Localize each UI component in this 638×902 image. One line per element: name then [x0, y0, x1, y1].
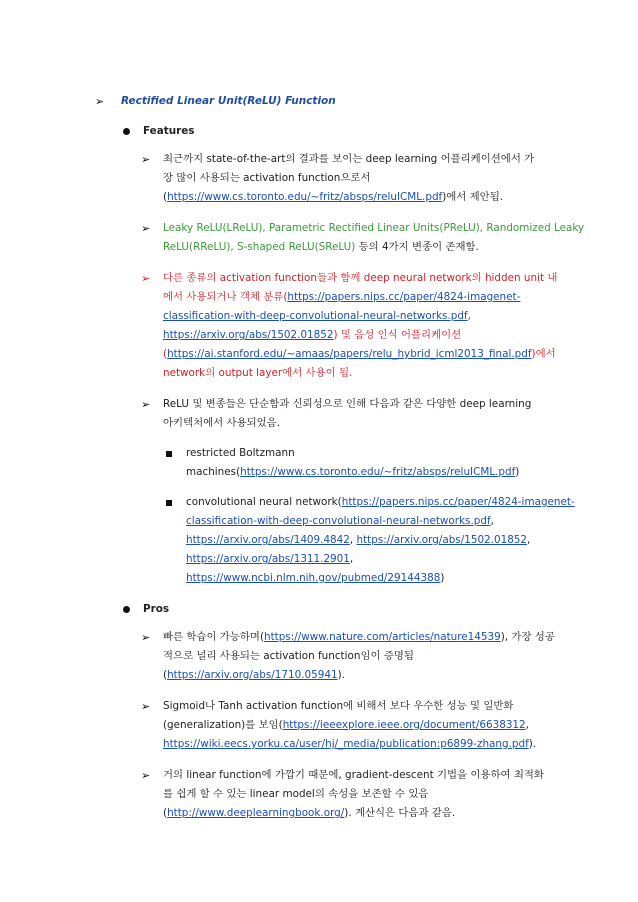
pros-2-line-3: [163, 738, 536, 751]
reference-link[interactable]: https://papers.nips.cc/paper/4824-imagenet-: [287, 291, 521, 303]
reference-link[interactable]: https://www.ncbi.nlm.nih.gov/pubmed/29144388: [186, 572, 441, 584]
text: convolutional neural network(: [186, 496, 342, 508]
text: ), 가장 성공: [500, 631, 555, 643]
pros-3-line-3: [163, 807, 455, 820]
reference-link[interactable]: https://papers.nips.cc/paper/4824-imagenet-: [341, 496, 575, 508]
text: machines(: [186, 466, 241, 478]
arrow-bullet-icon: ➢: [141, 631, 151, 644]
reference-link[interactable]: https://arxiv.org/abs/1710.05941: [167, 669, 338, 681]
sub-2-line-4: [186, 553, 353, 566]
pros-1-line-3: [163, 669, 345, 682]
feature-2-line-1: Leaky ReLU(LReLU), Parametric Rectified Linear Units(PReLU), Randomized Leaky: [163, 222, 585, 234]
pros-label: Pros: [143, 603, 170, 615]
arrow-bullet-icon: ➢: [141, 700, 151, 713]
text: ,: [490, 515, 494, 527]
text: 빠른 학습이 가능하며(: [163, 631, 264, 643]
feature-3-line-4: [163, 329, 461, 342]
reference-link[interactable]: https://arxiv.org/abs/1409.4842: [186, 534, 350, 546]
pros-1-line-2: 적으로 널리 사용되는 activation function임이 증명됨: [163, 650, 414, 662]
text: ,: [525, 719, 529, 731]
text: )에서 제안됨.: [442, 191, 504, 203]
feature-3-line-5: [163, 348, 556, 361]
variant-names: ReLU(RReLU), S-shaped ReLU(SReLU): [163, 241, 356, 253]
square-bullet-icon: [166, 500, 172, 506]
reference-link[interactable]: https://www.cs.toronto.edu/~fritz/absps/reluICML.pdf: [167, 191, 443, 203]
feature-1-line-2: 장 많이 사용되는 activation function으로서: [163, 172, 371, 184]
reference-link[interactable]: https://arxiv.org/abs/1502.01852: [163, 329, 334, 341]
reference-link[interactable]: https://ieeexplore.ieee.org/document/6638312: [282, 719, 526, 731]
sub-2-line-5: [186, 572, 444, 585]
reference-link[interactable]: https://ai.stanford.edu/~amaas/papers/relu_hybrid_icml2013_final.pdf: [167, 348, 532, 360]
arrow-bullet-icon: ➢: [95, 95, 105, 108]
arrow-bullet-icon: ➢: [141, 398, 151, 411]
paren: (: [163, 807, 168, 819]
text: 에서 사용되거나 객체 분류(: [163, 291, 288, 303]
reference-link[interactable]: http://www.deeplearningbook.org/: [167, 807, 345, 819]
feature-3-line-6: network의 output layer에서 사용이 됨.: [163, 367, 353, 379]
feature-2-line-2: [163, 241, 479, 254]
text: )에서: [531, 348, 556, 360]
pros-3-line-2: 를 쉽게 할 수 있는 linear model의 속성을 보존할 수 있음: [163, 788, 429, 800]
text: ).: [528, 738, 537, 750]
sub-2-line-3: [186, 534, 530, 547]
sub-1-line-2: [186, 466, 519, 479]
text: (generalization)를 보임(: [163, 719, 283, 731]
arrow-bullet-icon: ➢: [141, 222, 151, 235]
paren: (: [163, 348, 168, 360]
reference-link[interactable]: https://arxiv.org/abs/1502.01852: [356, 534, 528, 546]
square-bullet-icon: [166, 451, 172, 457]
feature-3-line-1: 다른 종류의 activation function들과 함께 deep neural network의 hidden unit 내: [163, 272, 558, 284]
sub-2-line-2: [186, 515, 494, 528]
pros-2-line-1: Sigmoid나 Tanh activation function에 비해서 보다 우수한 성능 및 일반화: [163, 700, 514, 712]
feature-3-line-2: [163, 291, 520, 304]
reference-link[interactable]: https://wiki.eecs.yorku.ca/user/hj/_media/publication:p6899-zhang.pdf: [163, 738, 529, 750]
reference-link[interactable]: classification-with-deep-convolutional-neural-networks.pdf: [163, 310, 468, 322]
round-bullet-icon: [123, 128, 130, 135]
arrow-bullet-icon: ➢: [141, 153, 151, 166]
text: ).: [337, 669, 345, 681]
feature-3-line-3: [163, 310, 471, 323]
round-bullet-icon: [123, 606, 130, 613]
sub-2-line-1: [186, 496, 575, 509]
arrow-bullet-icon: ➢: [141, 272, 151, 285]
text: ) 및 음성 인식 어플리케이션: [333, 329, 462, 341]
text: ,: [349, 553, 354, 565]
features-label: Features: [143, 125, 195, 137]
reference-link[interactable]: https://www.cs.toronto.edu/~fritz/absps/reluICML.pdf: [240, 466, 516, 478]
sub-1-line-1: restricted Boltzmann: [186, 447, 295, 459]
paren: (: [163, 669, 168, 681]
text: ,: [349, 534, 357, 546]
section-heading: Rectified Linear Unit(ReLU) Function: [121, 95, 336, 107]
feature-4-line-2: 아키텍처에서 사용되었음.: [163, 417, 281, 429]
text: ,: [527, 534, 531, 546]
text: ): [515, 466, 520, 478]
feature-1-line-3: [163, 191, 503, 204]
pros-3-line-1: 거의 linear function에 가깝기 때문에, gradient-descent 기법을 이용하여 최적화: [163, 769, 544, 781]
pros-1-line-1: [163, 631, 555, 644]
feature-4-line-1: ReLU 및 변종들은 단순함과 신뢰성으로 인해 다음과 같은 다양한 deep learning: [163, 398, 532, 410]
pros-2-line-2: [163, 719, 529, 732]
reference-link[interactable]: https://www.nature.com/articles/nature14539: [264, 631, 501, 643]
text: ). 계산식은 다음과 같음.: [344, 807, 456, 819]
reference-link[interactable]: classification-with-deep-convolutional-neural-networks.pdf: [186, 515, 491, 527]
arrow-bullet-icon: ➢: [141, 769, 151, 782]
feature-1-line-1: 최근까지 state-of-the-art의 결과를 보이는 deep learning 어플리케이션에서 가: [163, 153, 535, 165]
text: 등의 4가지 변종이 존재함.: [355, 241, 479, 253]
paren: (: [163, 191, 168, 203]
text: ,: [467, 310, 471, 322]
text: ): [440, 572, 445, 584]
reference-link[interactable]: https://arxiv.org/abs/1311.2901: [186, 553, 350, 565]
